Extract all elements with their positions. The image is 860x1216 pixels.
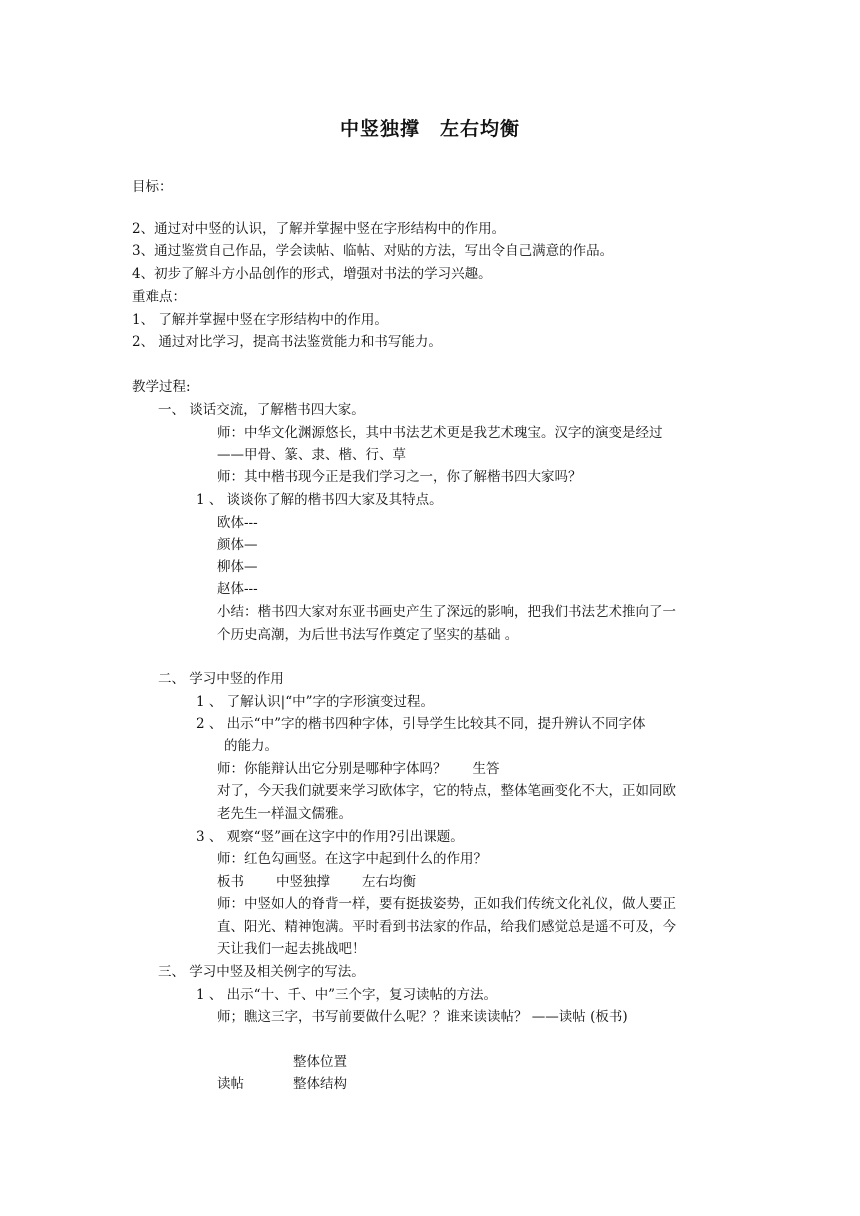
student-answer: 生答 (472, 761, 500, 777)
goal-item: 2、通过对中竖的认识，了解并掌握中竖在字形结构中的作用。 (132, 221, 506, 237)
section-heading: 三、 学习中竖及相关例字的写法。 (158, 964, 365, 980)
summary-line: 个历史高潮，为后世书法写作奠定了坚实的基础 。 (217, 627, 519, 643)
reading-item: 整体位置 (293, 1054, 347, 1070)
key-point-item: 1、 了解并掌握中竖在字形结构中的作用。 (132, 312, 388, 328)
body-line: 师：中华文化渊源悠长，其中书法艺术更是我艺术瑰宝。汉字的演变是经过 (217, 425, 663, 441)
style-item: 颜体— (217, 537, 258, 553)
list-item: 1 、 出示“十、千、中”三个字，复习读帖的方法。 (196, 987, 497, 1003)
reading-label: 读帖 (217, 1076, 244, 1092)
reading-item: 整体结构 (293, 1076, 347, 1092)
goal-item: 4、初步了解斗方小品创作的形式，增强对书法的学习兴趣。 (132, 266, 492, 282)
body-line: 对了，今天我们就要来学习欧体字，它的特点，整体笔画变化不大，正如同欧 (217, 783, 676, 799)
list-item: 1 、 谈谈你了解的楷书四大家及其特点。 (196, 492, 443, 508)
board-label: 板书 (217, 874, 244, 890)
key-points-label: 重难点： (132, 289, 186, 305)
section-heading: 二、 学习中竖的作用 (158, 671, 284, 687)
process-label: 教学过程: (132, 379, 191, 395)
body-line: 老先生一样温文儒雅。 (217, 806, 352, 822)
body-line: 师；瞧这三字，书写前要做什么呢？？谁来读读帖？ ——读帖 (板书) (217, 1009, 628, 1025)
body-line: 直、阳光、精神饱满。平时看到书法家的作品，给我们感觉总是遥不可及，今 (217, 919, 676, 935)
body-line: 师：红色勾画竖。在这字中起到什么的作用？ (217, 851, 487, 867)
style-item: 赵体--- (217, 581, 258, 597)
goals-label: 目标： (132, 179, 173, 195)
style-item: 柳体— (217, 559, 258, 575)
board-phrase: 中竖独撑 (276, 874, 330, 890)
summary-line: 小结：楷书四大家对东亚书画史产生了深远的影响，把我们书法艺术推向了一 (217, 604, 676, 620)
list-item-continuation: 的能力。 (224, 738, 278, 754)
board-writing (217, 873, 416, 891)
list-item: 1 、 了解认识|“中”字的字形演变过程。 (196, 694, 435, 710)
key-point-item: 2、 通过对比学习，提高书法鉴赏能力和书写能力。 (132, 334, 442, 350)
body-line: 师：其中楷书现今正是我们学习之一，你了解楷书四大家吗？ (217, 469, 582, 485)
body-line: ——甲骨、篆、隶、楷、行、草 (217, 447, 406, 463)
teacher-question-text: 师：你能辩认出它分别是哪种字体吗？ (217, 761, 447, 777)
list-item: 2 、 出示“中”字的楷书四种字体，引导学生比较其不同，提升辨认不同字体 (196, 716, 646, 732)
body-line: 师：中竖如人的脊背一样，要有挺拔姿势，正如我们传统文化礼仪，做人要正 (217, 896, 676, 912)
board-phrase: 左右均衡 (362, 874, 416, 890)
list-item: 3 、 观察“竖”画在这字中的作用?引出课题。 (196, 829, 464, 845)
style-item: 欧体--- (217, 515, 258, 531)
teacher-question (217, 760, 500, 778)
goal-item: 3、通过鉴赏自己作品，学会读帖、临帖、对贴的方法，写出令自己满意的作品。 (132, 243, 614, 259)
section-heading: 一、 谈话交流，了解楷书四大家。 (158, 402, 365, 418)
page-title: 中竖独撑 左右均衡 (339, 118, 520, 140)
body-line: 天让我们一起去挑战吧！ (217, 941, 366, 957)
